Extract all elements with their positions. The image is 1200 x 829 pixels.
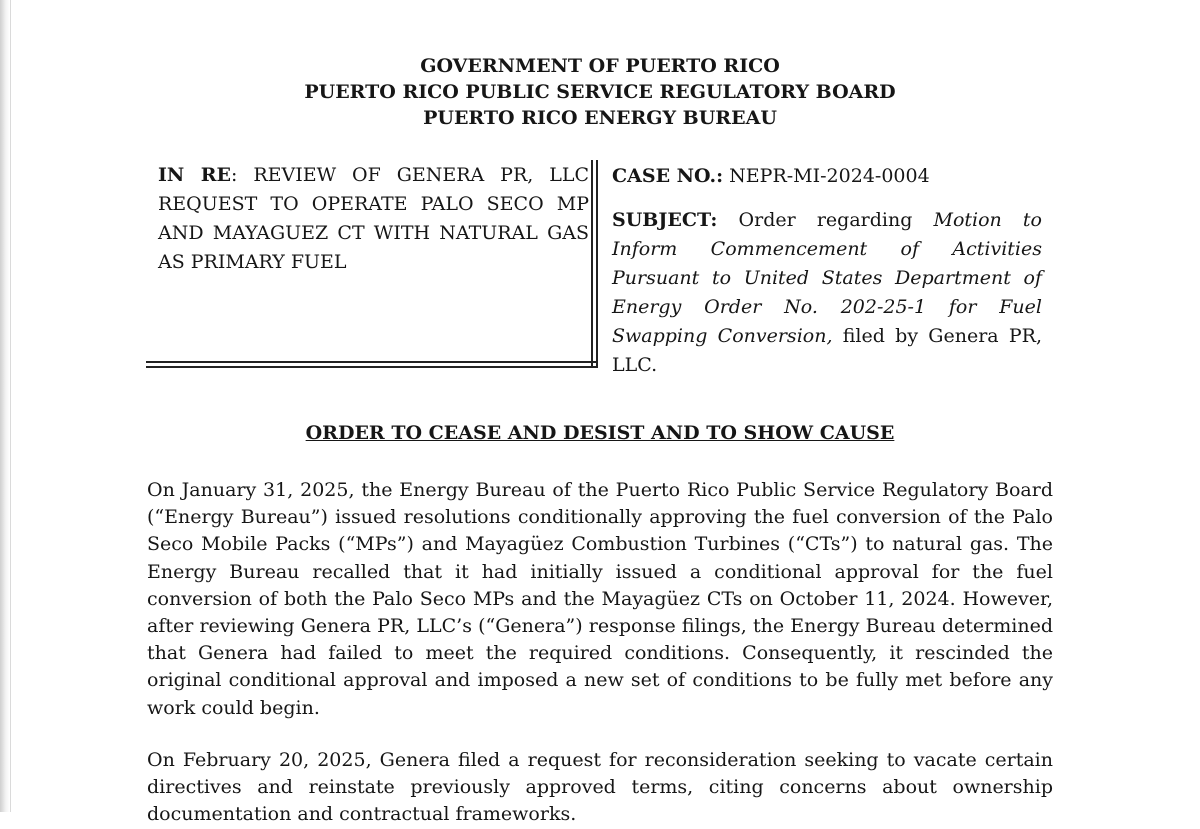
in-re-label: IN RE (158, 164, 232, 186)
in-re-description: : REVIEW OF GENERA PR, LLC REQUEST TO OPERATE PALO SECO MP AND MAYAGUEZ CT WITH NATURAL GAS AS PRIMARY FUEL (158, 164, 589, 273)
subject-motion-title: Motion to Inform Commencement of Activities Pursuant to United States Department of Energy Order No. 202-25-1 for Fuel Swapping Conversion, (612, 209, 1042, 347)
caption-divider-vertical (596, 160, 598, 368)
subject-prefix: Order regarding (717, 209, 934, 231)
document-header (0, 53, 1200, 131)
in-re-text (158, 161, 589, 277)
caption-divider-horizontal (146, 361, 598, 363)
body-paragraph-1: On January 31, 2025, the Energy Bureau of the Puerto Rico Public Service Regulatory Board (“Energy Bureau”) issued resolutions conditionally approving the fuel conversion of the Palo Seco Mobile Packs (“MPs”) and Mayagüez Combustion Turbines (“CTs”) to natural gas. The Energy Bureau recalled that it had initially issued a conditional approval for the fuel conversion of both the Palo Seco MPs and the Mayagüez CTs on October 11, 2024. However, after reviewing Genera PR, LLC’s (“Genera”) response filings, the Energy Bureau determined that Genera had failed to meet the required conditions. Consequently, it rescinded the original conditional approval and imposed a new set of conditions to be fully met before any work could begin. (147, 479, 1053, 719)
case-number-label: CASE NO.: (612, 165, 724, 187)
caption-divider-vertical (591, 160, 593, 368)
body-paragraph-2: On February 20, 2025, Genera filed a request for reconsideration seeking to vacate certain directives and reinstate previously approved terms, citing concerns about ownership documentation and contractual frameworks. (147, 749, 1053, 826)
order-title: ORDER TO CEASE AND DESIST AND TO SHOW CAUSE (305, 422, 895, 444)
header-board: PUERTO RICO PUBLIC SERVICE REGULATORY BOARD (304, 81, 896, 103)
case-number-line (612, 162, 1042, 191)
header-bureau: PUERTO RICO ENERGY BUREAU (423, 107, 777, 129)
case-caption-in-re (146, 160, 598, 368)
subject-label: SUBJECT: (612, 209, 718, 231)
case-number: NEPR-MI-2024-0004 (723, 165, 930, 187)
subject-filed-by: filed by Genera PR, LLC. (612, 325, 1043, 376)
subject-line (612, 206, 1042, 380)
caption-divider-horizontal (146, 366, 598, 368)
case-caption-details (612, 162, 1042, 380)
header-government: GOVERNMENT OF PUERTO RICO (420, 55, 780, 77)
